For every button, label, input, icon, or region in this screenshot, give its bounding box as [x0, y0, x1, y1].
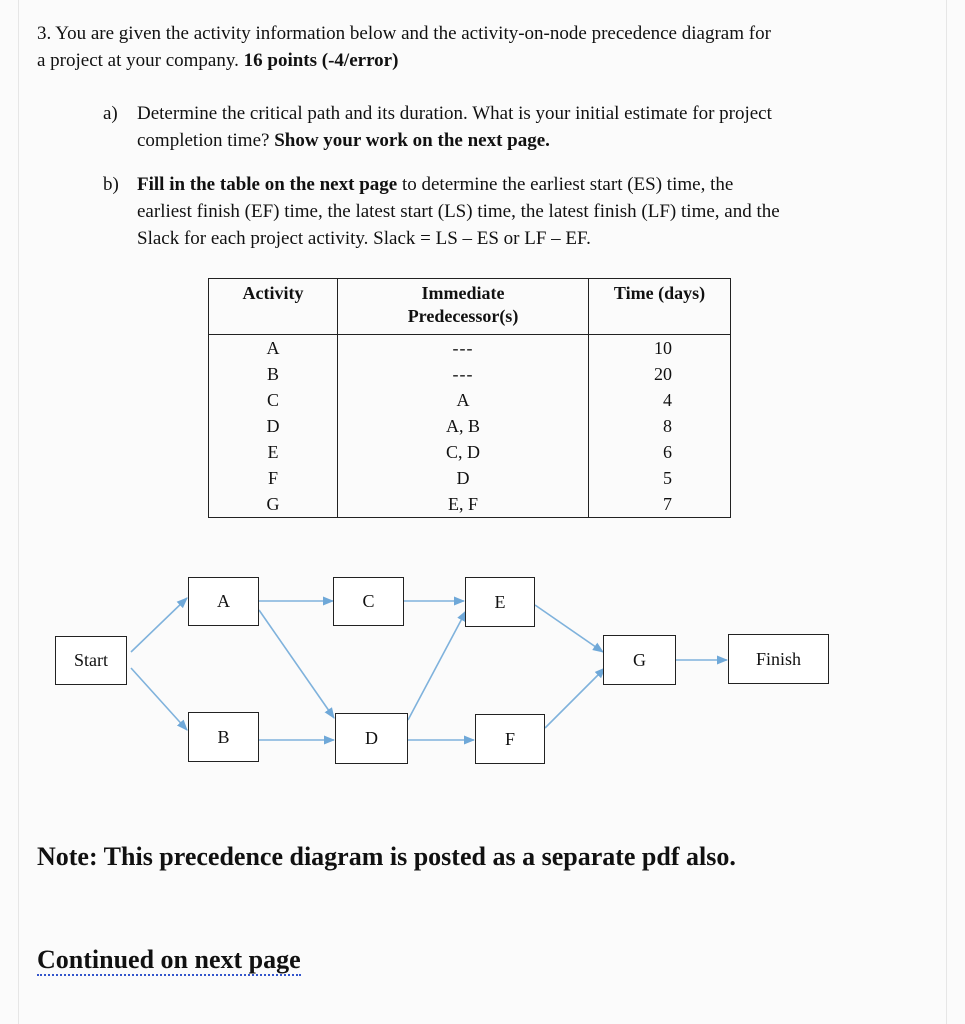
header-predecessors: Immediate Predecessor(s) [338, 279, 589, 335]
part-a-label: a) [103, 103, 118, 124]
time-cell: 7 [663, 494, 672, 514]
activity-cell: E [267, 442, 279, 462]
edge-d-e [408, 611, 466, 720]
predecessor-cell: A, B [445, 416, 480, 436]
part-b-text-1: to determine the earliest start (ES) time, the [401, 174, 734, 195]
part-b-bold: Fill in the table on the next page [137, 174, 398, 195]
part-a-line-1: Determine the critical path and its duration. What is your initial estimate for project [137, 103, 772, 124]
predecessor-cell: A [456, 390, 470, 410]
header-activity: Activity [209, 279, 338, 335]
node-a: A [188, 577, 259, 626]
part-b-line-2: earliest finish (EF) time, the latest start (LS) time, the latest finish (LF) time, and the [137, 201, 780, 222]
activity-cell: B [266, 364, 279, 384]
question-points: 16 points (-4/error) [243, 50, 399, 71]
edge-f-g [545, 668, 605, 728]
predecessor-cell: D [456, 468, 470, 488]
predecessor-cell: --- [452, 338, 474, 358]
edge-e-g [535, 605, 603, 652]
question-number: 3. [37, 23, 52, 44]
time-cell: 5 [663, 468, 672, 488]
activity-cell: A [266, 338, 280, 358]
node-e: E [465, 577, 535, 627]
node-start: Start [55, 636, 127, 685]
node-finish: Finish [728, 634, 829, 684]
part-b-line-3: Slack for each project activity. Slack = LS – ES or LF – EF. [137, 228, 591, 249]
edge-start-b [131, 668, 187, 730]
node-d: D [335, 713, 408, 764]
node-c: C [333, 577, 404, 626]
question-text-2: a project at your company. [37, 50, 239, 71]
node-f: F [475, 714, 545, 764]
continued-note [37, 944, 301, 976]
node-g: G [603, 635, 676, 685]
predecessor-cell: --- [452, 364, 474, 384]
part-a-bold: Show your work on the next page. [274, 130, 550, 151]
activity-cell: D [266, 416, 280, 436]
time-cell: 20 [654, 364, 672, 384]
time-cell: 8 [663, 416, 672, 436]
note: Note: This precedence diagram is posted as a separate pdf also. [37, 842, 736, 871]
time-cell: 4 [663, 390, 672, 410]
part-b-label: b) [103, 174, 119, 195]
predecessor-cell: E, F [447, 494, 478, 514]
question-text-1: You are given the activity information below and the activity-on-node precedence diagram for [55, 23, 771, 44]
predecessor-cell: C, D [445, 442, 480, 462]
part-a-text-2: completion time? [137, 130, 270, 151]
continued-text: Continued on next page [37, 945, 301, 974]
edge-start-a [131, 598, 187, 652]
node-b: B [188, 712, 259, 762]
time-cell: 10 [654, 338, 672, 358]
time-cell: 6 [663, 442, 672, 462]
activity-cell: G [266, 494, 280, 514]
edge-a-d [259, 610, 334, 718]
activity-cell: F [267, 468, 278, 488]
activity-cell: C [266, 390, 279, 410]
header-time: Time (days) [589, 279, 731, 335]
